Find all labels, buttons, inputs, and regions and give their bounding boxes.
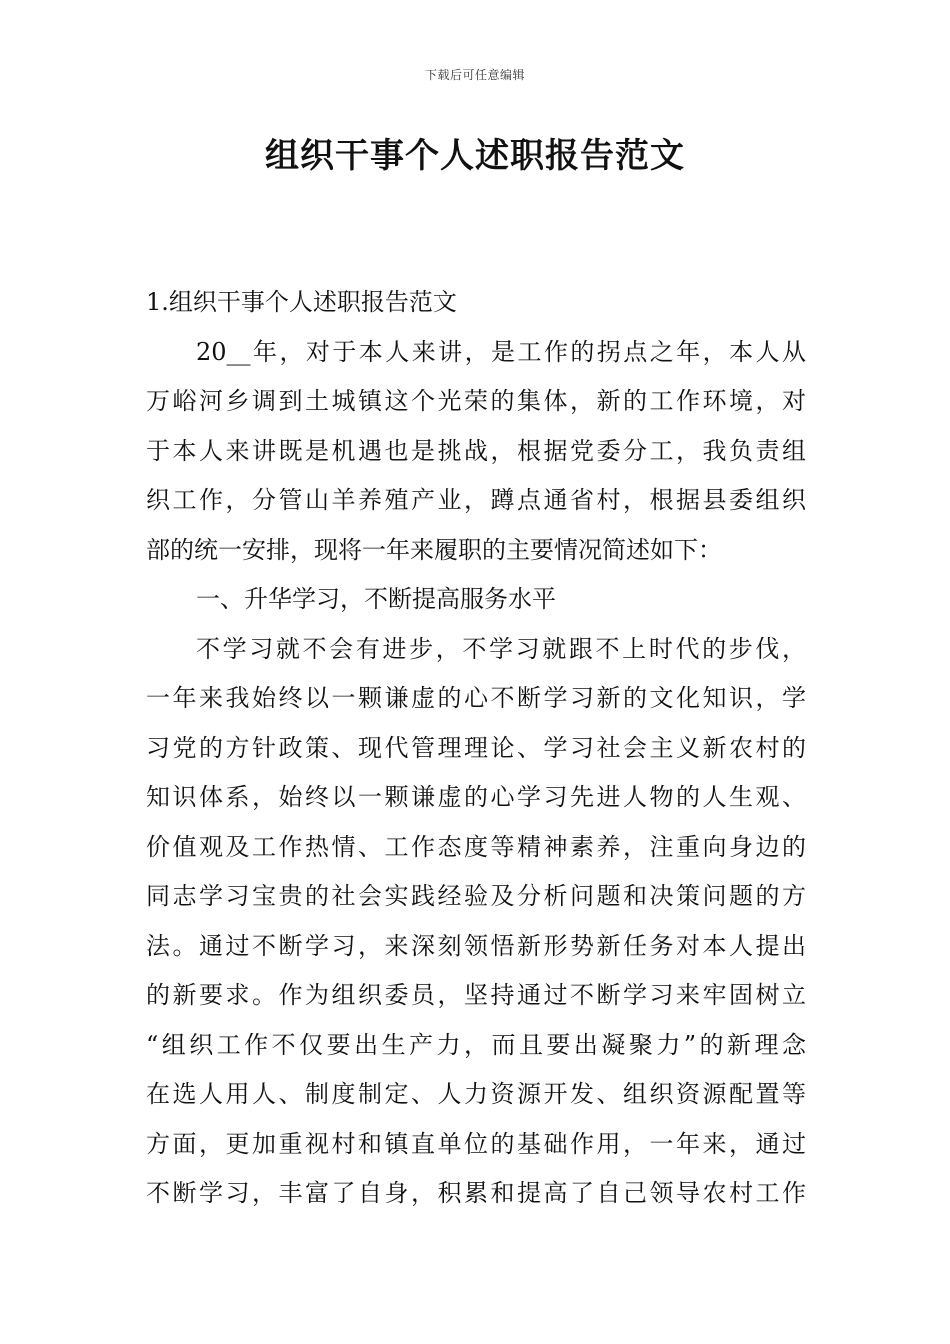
paragraph-line: 方面，更加重视村和镇直单位的基础作用，一年来，通过 xyxy=(146,1129,806,1158)
paragraph-line: 织工作，分管山羊养殖产业，蹲点通省村，根据县委组织 xyxy=(146,486,806,514)
page-header-note: 下载后可任意编辑 xyxy=(424,68,525,82)
paragraph-line: 不断学习，丰富了自身，积累和提高了自己领导农村工作 xyxy=(146,1179,806,1207)
paragraph-line: 万峪河乡调到土城镇这个光荣的集体，新的工作环境，对 xyxy=(146,387,806,415)
paragraph-line: 于本人来讲既是机遇也是挑战，根据党委分工，我负责组 xyxy=(146,436,806,465)
paragraph-line: 不学习就不会有进步，不学习就跟不上时代的步伐， xyxy=(196,634,806,663)
paragraph-line: 在选人用人、制度制定、人力资源开发、组织资源配置等 xyxy=(146,1080,806,1108)
paragraph-line: 20__年，对于本人来讲，是工作的拐点之年，本人从 xyxy=(196,337,806,366)
paragraph-line: 习党的方针政策、现代管理理论、学习社会主义新农村的 xyxy=(146,733,806,762)
document-title: 组织干事个人述职报告范文 xyxy=(265,136,685,176)
paragraph-line: 知识体系，始终以一颗谦虚的心学习先进人物的人生观、 xyxy=(146,783,806,811)
paragraph-line: 法。通过不断学习，来深刻领悟新形势新任务对本人提出 xyxy=(146,931,806,960)
paragraph-line: 部的统一安排，现将一年来履职的主要情况简述如下： xyxy=(146,535,722,564)
paragraph-line: 同志学习宝贵的社会实践经验及分析问题和决策问题的方 xyxy=(146,882,806,910)
document-body xyxy=(146,278,806,1219)
subsection-heading: 一、升华学习，不断提高服务水平 xyxy=(196,585,556,613)
paragraph-line: 价值观及工作热情、工作态度等精神素养，注重向身边的 xyxy=(146,832,806,861)
paragraph-line: “组织工作不仅要出生产力，而且要出凝聚力”的新理念 xyxy=(146,1030,806,1059)
paragraph-line: 一年来我始终以一颗谦虚的心不断学习新的文化知识，学 xyxy=(146,684,806,712)
paragraph-line: 的新要求。作为组织委员，坚持通过不断学习来牢固树立 xyxy=(146,981,806,1009)
section-heading: 1.组织干事个人述职报告范文 xyxy=(146,288,457,316)
